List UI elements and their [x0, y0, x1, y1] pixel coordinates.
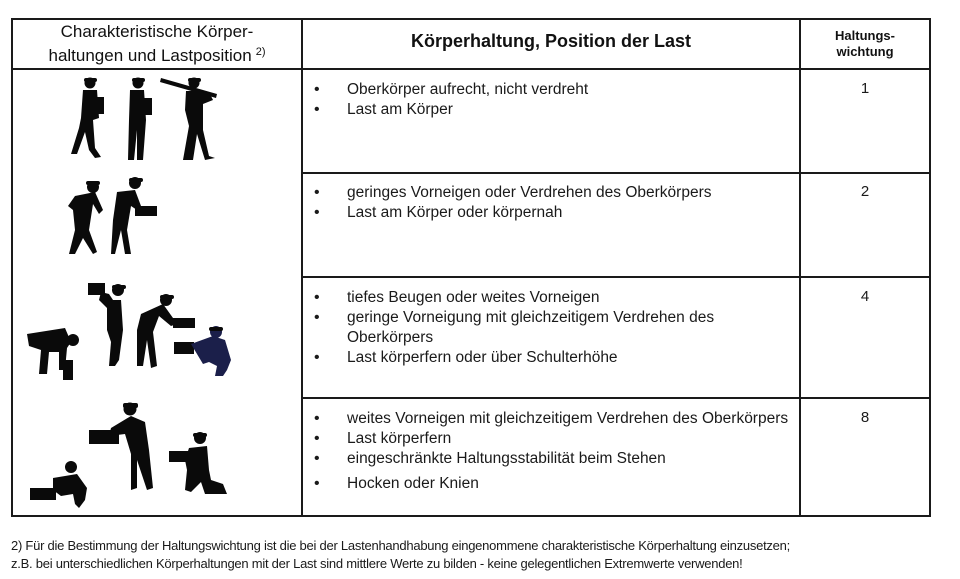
bullet-item: • Oberkörper aufrecht, nicht verdreht: [303, 80, 799, 100]
posture-figures-column: [13, 70, 301, 517]
bullet-item: • Last am Körper oder körpernah: [303, 203, 799, 223]
row-divider: [301, 276, 929, 278]
bullet-item: • eingeschränkte Haltungsstabilität beim Stehen: [303, 449, 799, 469]
row-2-weight: 2: [860, 183, 870, 200]
header-posture-weighting: [801, 20, 929, 68]
row-4-weight: 8: [860, 409, 870, 426]
figure-crouch-load-icon: [30, 461, 87, 508]
row-3-weight: 4: [860, 288, 870, 305]
row-1-weight: 1: [860, 80, 870, 97]
posture-weighting-table: [11, 18, 931, 517]
row-1-description: [303, 80, 799, 120]
header-col3-line2: wichtung: [836, 44, 894, 59]
row-2-description: [303, 183, 799, 223]
header-col1-line1: Charakteristische Körper-: [60, 22, 254, 41]
row-4-description: [303, 409, 799, 494]
figure-walking-box-icon: [71, 78, 104, 159]
footnote-line-2: z.B. bei unterschiedlichen Körperhaltungen mit der Last sind mittlere Werte zu bilden - keine gelegentlichen Extremwerte verwenden!: [11, 556, 743, 571]
figure-bent-reach-box-icon: [89, 403, 153, 491]
header-col3-line1: Haltungs-: [835, 28, 895, 43]
bullet-item: • geringe Vorneigung mit gleichzeitigem Verdrehen des Oberkörpers: [303, 308, 799, 348]
header-characteristic-postures: [13, 20, 301, 68]
figure-squat-reach-box-icon: [174, 326, 231, 376]
figure-kneeling-box-icon: [169, 432, 227, 494]
bullet-item: • weites Vorneigen mit gleichzeitigem Verdrehen des Oberkörpers: [303, 409, 799, 429]
footnote-ref: 2): [255, 46, 266, 58]
bullet-item: • Last körperfern: [303, 429, 799, 449]
bullet-item: • tiefes Beugen oder weites Vorneigen: [303, 288, 799, 308]
footnote-line-1: 2) Für die Bestimmung der Haltungswichtung ist die bei der Lastenhandhabung eingenommene charakteristische Körperhaltung einzusetzen;: [11, 538, 791, 553]
figure-carrying-beam-icon: [160, 78, 217, 161]
row-3-description: [303, 288, 799, 368]
header-posture-load-position: Körperhaltung, Position der Last: [410, 30, 692, 51]
footnote: [11, 537, 951, 573]
header-col1-line2: haltungen und Lastposition: [48, 46, 252, 65]
figure-lean-forward-box-icon: [137, 294, 195, 368]
figure-standing-box-icon: [128, 78, 152, 161]
bullet-item: • geringes Vorneigen oder Verdrehen des Oberkörpers: [303, 183, 799, 203]
posture-silhouettes-icon: [13, 70, 301, 517]
bullet-item: • Hocken oder Knien: [303, 474, 799, 494]
bullet-item: • Last am Körper: [303, 100, 799, 120]
figure-slightly-bent-box-icon: [111, 177, 157, 254]
figure-load-on-back-icon: [68, 181, 103, 254]
bullet-item: • Last körperfern oder über Schulterhöhe: [303, 348, 799, 368]
figure-box-overhead-icon: [88, 283, 126, 366]
figure-deep-bend-icon: [27, 328, 79, 380]
row-divider: [301, 397, 929, 399]
row-divider: [301, 172, 929, 174]
